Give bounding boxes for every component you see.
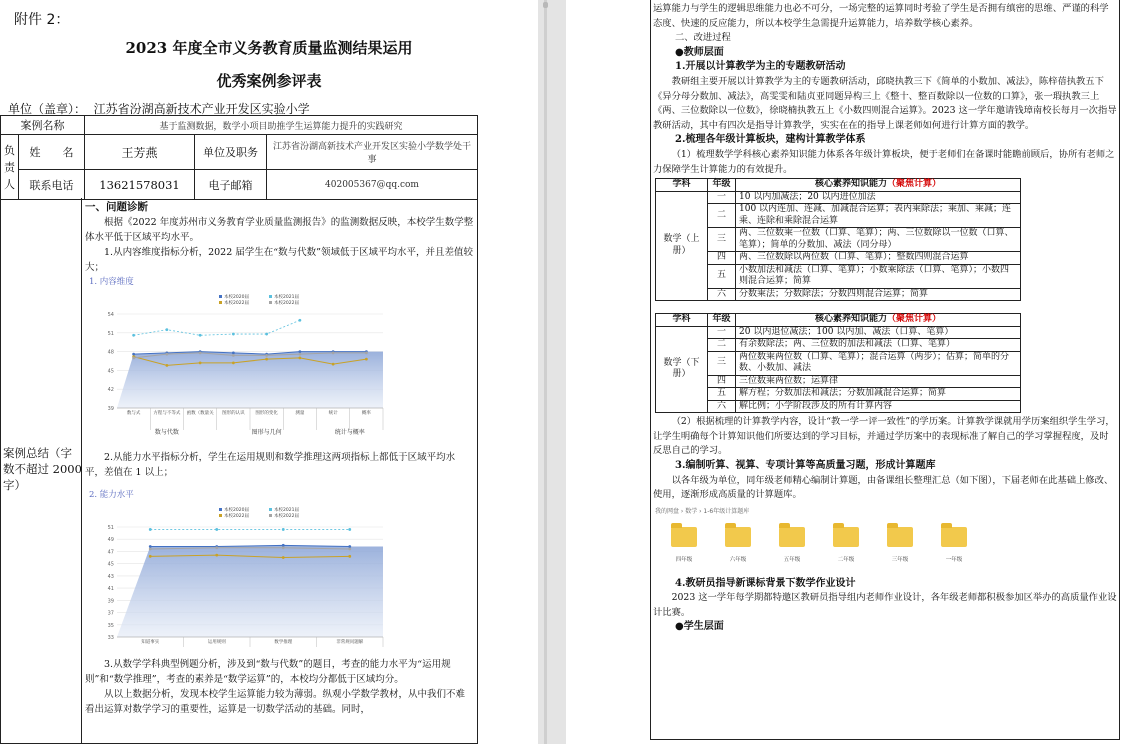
- data-point: [165, 328, 168, 331]
- data-point: [149, 545, 152, 548]
- unit-job-value: 江苏省汾湖高新技术产业开发区实验小学数学处干事: [267, 135, 478, 170]
- upper-subject: 数学（上册）: [656, 191, 708, 301]
- phone-label: 联系电话: [19, 170, 85, 200]
- teacher-level: ●教师层面: [675, 46, 724, 58]
- y-tick-label: 48: [107, 349, 114, 356]
- lower-grade: 二: [708, 339, 736, 352]
- data-point: [199, 351, 202, 354]
- r-heading-1: 1.开展以计算教学为主的专题教研活动: [675, 61, 846, 73]
- data-point: [232, 351, 235, 354]
- lower-content: 两位数乘两位数（口算、笔算）；混合运算（两步）；估算；简单的分数、小数加、减法: [736, 351, 1021, 375]
- y-tick-label: 33: [107, 635, 114, 641]
- y-tick-label: 45: [107, 561, 114, 568]
- lower-subject: 数学（下册）: [656, 326, 708, 413]
- lower-row: [656, 351, 1021, 375]
- data-point: [265, 354, 268, 357]
- lower-row: [656, 375, 1021, 388]
- data-point: [215, 554, 218, 557]
- data-point: [298, 319, 301, 322]
- r-paragraph-2: （1）梳理数学学科核心素养知识能力体系各年级计算板块，便于老师们在备课时能瞻前顾后，协所有老师之力保障学生计算能力的有效提升。: [653, 148, 1115, 175]
- x-tick-label: 非常规问题解: [336, 640, 364, 645]
- summary-content: [82, 198, 478, 744]
- data-point: [149, 548, 152, 551]
- x-tick-label: 测量: [295, 411, 305, 416]
- legend-label: 本校2021届: [274, 508, 299, 513]
- r-paragraph-4: 以各年级为单位，同年级老师精心编制计算题，由备课组长整理汇总（如下图），下届老师在此基础上修改、使用，逐渐形成高质量的计算题库。: [653, 474, 1114, 501]
- x-tick-label: 统计: [328, 411, 338, 416]
- right-content: [653, 2, 1117, 635]
- upper-row: [656, 264, 1021, 288]
- x-tick-label: 概率: [361, 411, 371, 416]
- lower-content: 三位数乘两位数；运算律: [736, 375, 1021, 388]
- paragraph-5: 从以上数据分析，发现本校学生运算能力较为薄弱。纵观小学数学教材，从中我们不难看出运算对数学学习的重要性，运算是一切数学活动的基础。同时，: [85, 689, 466, 715]
- data-point: [199, 361, 202, 364]
- folder-label: 六年级: [729, 556, 747, 563]
- data-point: [298, 350, 301, 353]
- lower-row: [656, 400, 1021, 413]
- scrollbar-thumb[interactable]: [543, 2, 548, 8]
- x-tick-label: 运用规则: [207, 640, 226, 645]
- r-heading-2: 2.梳理各年级计算板块，建构计算教学体系: [675, 134, 866, 146]
- upper-content: 两、三位数乘一位数（口算、笔算）；两、三位数除以一位数（口算、笔算）；简单的分数加、减法（同分母）: [736, 228, 1021, 252]
- y-tick-label: 51: [107, 330, 114, 337]
- data-point: [298, 356, 301, 359]
- student-level: ●学生层面: [675, 621, 724, 633]
- x-tick-label: 知道事实: [141, 640, 160, 645]
- summary-label-cell: [0, 198, 82, 744]
- name-label: 姓 名: [19, 135, 85, 170]
- upper-grade: 二: [708, 204, 736, 228]
- data-point: [149, 555, 152, 558]
- upper-content: 100 以内连加、连减、加减混合运算；表内乘除法；乘加、乘减；连乘、连除和乘除混合运算: [736, 204, 1021, 228]
- lower-grade: 五: [708, 388, 736, 401]
- data-point: [265, 358, 268, 361]
- th-core-label-2: 核心素养知识能力: [814, 314, 887, 325]
- legend-swatch: [269, 301, 272, 304]
- th-grade: 年级: [708, 179, 736, 192]
- folder-icon[interactable]: [779, 527, 805, 547]
- legend-swatch: [269, 514, 272, 517]
- data-point: [132, 353, 135, 356]
- data-point: [282, 546, 285, 549]
- data-point: [215, 528, 218, 531]
- x-tick-label: 数学推理: [274, 640, 293, 645]
- upper-row: [656, 288, 1021, 301]
- legend-swatch: [269, 295, 272, 298]
- upper-content: 小数加法和减法（口算、笔算）；小数乘除法（口算、笔算）；小数四则混合运算；简算: [736, 264, 1021, 288]
- calc-table-lower: [655, 313, 1021, 413]
- series-line: [150, 545, 350, 546]
- data-point: [232, 333, 235, 336]
- data-point: [165, 364, 168, 367]
- folder-icon[interactable]: [887, 527, 913, 547]
- document-page-left: [0, 0, 538, 744]
- th-focus-2: （聚焦计算）: [887, 314, 942, 325]
- x-tick-label: 函数（数量关: [186, 411, 214, 416]
- data-point: [199, 334, 202, 337]
- data-point: [282, 544, 285, 547]
- legend-label: 本校2020届: [224, 295, 249, 300]
- upper-grade: 一: [708, 191, 736, 204]
- form-table: [0, 115, 478, 200]
- x-tick-label: 图形的变化: [255, 411, 278, 416]
- paragraph-2: 1.从内容维度指标分析，2022 届学生在“数与代数”领域低于区域平均水平，并且差值较大；: [85, 247, 473, 273]
- upper-grade: 四: [708, 252, 736, 265]
- upper-row: [656, 204, 1021, 228]
- doc-title-line1: 2023 年度全市义务教育质量监测结果运用: [125, 39, 413, 57]
- lower-row: [656, 388, 1021, 401]
- chart2-title: 2. 能力水平: [89, 490, 134, 500]
- folder-label: 四年级: [675, 556, 693, 563]
- owner-label: 负责人: [1, 135, 19, 200]
- r-heading-3: 3.编制听算、视算、专项计算等高质量习题，形成计算题库: [675, 459, 936, 471]
- data-point: [348, 555, 351, 558]
- summary-label: 案例总结（字数不超过 2000 字）: [3, 446, 82, 492]
- y-tick-label: 43: [107, 573, 114, 580]
- data-point: [265, 333, 268, 336]
- folder-icon[interactable]: [941, 527, 967, 547]
- case-name-value: 基于监测数据，数学小项目助推学生运算能力提升的实践研究: [85, 116, 478, 135]
- r-paragraph-top: 运算能力与学生的逻辑思维能力也必不可分，一场完整的运算同时考验了学生是否拥有缜密的思维、严谨的科学态度、快速的反应能力，所以本校学生急需提升运算能力，培养数学核心素养。: [653, 3, 1109, 29]
- x-tick-label: 图形的认识: [222, 411, 245, 416]
- th-focus: （聚焦计算）: [887, 179, 942, 190]
- data-point: [348, 545, 351, 548]
- folder-icon[interactable]: [833, 527, 859, 547]
- y-tick-label: 35: [107, 622, 114, 629]
- th-grade-2: 年级: [708, 314, 736, 327]
- upper-content: 两、三位数除以两位数（口算、笔算）；整数四则混合运算: [736, 252, 1021, 265]
- chart1-title: 1. 内容维度: [89, 277, 134, 287]
- data-point: [232, 361, 235, 364]
- r-paragraph-5: 2023 这一学年每学期都特邀区教研员指导组内老师作业设计，各年级老师都积极参加区举办的高质量作业设计比赛。: [653, 592, 1117, 618]
- legend-label: 本校2022届: [274, 514, 299, 519]
- data-point: [348, 528, 351, 531]
- section1-heading: 一、问题诊断: [85, 201, 148, 213]
- folder-breadcrumb: 我的网盘 › 数学 › 1-6年级计算题库: [655, 507, 750, 515]
- data-point: [165, 353, 168, 356]
- x-tick-label: 数与式: [126, 411, 141, 416]
- data-point: [332, 363, 335, 366]
- lower-grade: 一: [708, 326, 736, 339]
- lower-row: [656, 339, 1021, 352]
- data-point: [365, 351, 368, 354]
- data-point: [348, 548, 351, 551]
- folder-label: 五年级: [783, 556, 801, 563]
- y-tick-label: 45: [107, 368, 114, 375]
- folder-label: 二年级: [837, 556, 855, 563]
- lower-content: 20 以内退位减法；100 以内加、减法（口算、笔算）: [736, 326, 1021, 339]
- name-value: 王芳燕: [85, 135, 195, 170]
- th-subject-2: 学科: [656, 314, 708, 327]
- paragraph-1: 根据《2022 年度苏州市义务教育学业质量监测报告》的监测数据反映，本校学生数学整体水平低于区域平均水平。: [85, 217, 474, 243]
- lower-row: [656, 326, 1021, 339]
- upper-content: 10 以内加减法；20 以内进位加法: [736, 191, 1021, 204]
- legend-label: 本校2020届: [224, 508, 249, 513]
- calc-table-upper: [655, 178, 1021, 301]
- section2-heading: 二、改进过程: [675, 32, 731, 44]
- y-tick-label: 47: [107, 549, 114, 556]
- y-tick-label: 39: [107, 598, 114, 605]
- upper-grade: 五: [708, 264, 736, 288]
- th-core: [736, 179, 1021, 192]
- group-label: 统计与概率: [334, 429, 365, 436]
- legend-swatch: [219, 295, 222, 298]
- attachment-label: 附件 2：: [14, 12, 70, 28]
- y-tick-label: 41: [107, 586, 114, 593]
- th-core-2: [736, 314, 1021, 327]
- y-tick-label: 49: [107, 537, 114, 544]
- x-tick-label: 方程与不等式: [153, 411, 181, 416]
- legend-swatch: [269, 508, 272, 511]
- upper-grade: 三: [708, 228, 736, 252]
- lower-grade: 三: [708, 351, 736, 375]
- content-dimension-chart: [89, 290, 389, 450]
- upper-row: [656, 191, 1021, 204]
- lower-grade: 六: [708, 400, 736, 413]
- data-point: [282, 556, 285, 559]
- y-tick-label: 54: [107, 312, 114, 318]
- data-point: [298, 353, 301, 356]
- y-tick-label: 39: [107, 406, 114, 412]
- data-point: [149, 528, 152, 531]
- lower-content: 有余数除法；两、三位数的加法和减法（口算、笔算）: [736, 339, 1021, 352]
- doc-title-line2: 优秀案例参评表: [216, 72, 322, 90]
- r-paragraph-3: （2）根据梳理的计算教学内容，设计“教一学一评一致性”的学历案。计算教学课就用学历案组织学生学习，让学生明确每个计算知识他们所要达到的学习目标，并通过学历案中的表现标准了解自己的学习掌握程度，及时反思自己的学习。: [653, 416, 1115, 457]
- data-point: [132, 334, 135, 337]
- legend-label: 本校2022届: [224, 301, 249, 306]
- r-heading-4: 4.教研员指导新课标背景下数学作业设计: [675, 577, 856, 589]
- y-tick-label: 42: [107, 387, 114, 394]
- data-point: [132, 356, 135, 359]
- folder-icon[interactable]: [725, 527, 751, 547]
- page-gutter: [538, 0, 566, 744]
- folder-screenshot: [655, 505, 1017, 577]
- email-label: 电子邮箱: [195, 170, 267, 200]
- case-name-label: 案例名称: [1, 116, 85, 135]
- folder-label: 三年级: [891, 556, 909, 563]
- legend-label: 本校2022届: [274, 301, 299, 306]
- legend-swatch: [219, 508, 222, 511]
- paragraph-4: 3.从数学学科典型例题分析，涉及到“数与代数”的题目，考查的能力水平为“运用规则”和“数学推理”，考查的素养是“数学运算”的，本校均分都低于区域均分。: [85, 659, 451, 685]
- upper-grade: 六: [708, 288, 736, 301]
- ability-level-chart: [89, 503, 389, 653]
- unit-job-label: 单位及职务: [195, 135, 267, 170]
- group-label: 图形与几何: [251, 429, 282, 436]
- upper-content: 分数乘法；分数除法；分数四则混合运算；简算: [736, 288, 1021, 301]
- y-tick-label: 51: [107, 525, 114, 531]
- group-label: 数与代数: [154, 429, 179, 436]
- paragraph-3: 2.从能力水平指标分析，学生在运用规则和数学推理这两项指标上都低于区域平均水平，差值在 1 以上；: [85, 452, 456, 478]
- area-fill: [117, 545, 383, 637]
- upper-row: [656, 228, 1021, 252]
- data-point: [332, 351, 335, 354]
- data-point: [365, 358, 368, 361]
- phone-value: 13621578031: [85, 170, 195, 200]
- data-point: [215, 546, 218, 549]
- legend-label: 本校2022届: [224, 514, 249, 519]
- unit-label: 单位（盖章）：: [8, 102, 87, 116]
- folder-icon[interactable]: [671, 527, 697, 547]
- legend-label: 本校2021届: [274, 295, 299, 300]
- data-point: [282, 528, 285, 531]
- legend-swatch: [219, 514, 222, 517]
- lower-content: 解比例；小学阶段涉及的所有计算内容: [736, 400, 1021, 413]
- upper-row: [656, 252, 1021, 265]
- th-subject: 学科: [656, 179, 708, 192]
- y-tick-label: 37: [107, 610, 114, 617]
- data-point: [232, 354, 235, 357]
- lower-content: 解方程；分数加法和减法；分数加减混合运算；简算: [736, 388, 1021, 401]
- lower-grade: 四: [708, 375, 736, 388]
- area-fill: [117, 352, 383, 408]
- r-paragraph-1: 教研组主要开展以计算教学为主的专题教研活动，邱晓执教三下《简单的小数加、减法》，陈梓蓓执教五下《异分母分数加、减法》，高雯雯和陆贞亚同题异构三上《整十、整百数除以一位数的口算》，张一瑕执教三上《两、三位数除以一位数》，徐晓楠执教五上《小数四则混合运算》。2023 这一学年邀请钱璋南校长每月一次指导教研活动，其中有四次是指导计算教学，实实在在的指导上课老师如何进行计算方面的教学。: [653, 75, 1117, 131]
- unit-value: 江苏省汾湖高新技术产业开发区实验小学: [93, 102, 310, 116]
- th-core-label: 核心素养知识能力: [814, 179, 887, 190]
- folder-label: 一年级: [945, 556, 963, 563]
- email-value: 402005367@qq.com: [267, 170, 478, 200]
- scrollbar-track[interactable]: [544, 0, 547, 744]
- legend-swatch: [219, 301, 222, 304]
- document-page-right: [566, 0, 1131, 744]
